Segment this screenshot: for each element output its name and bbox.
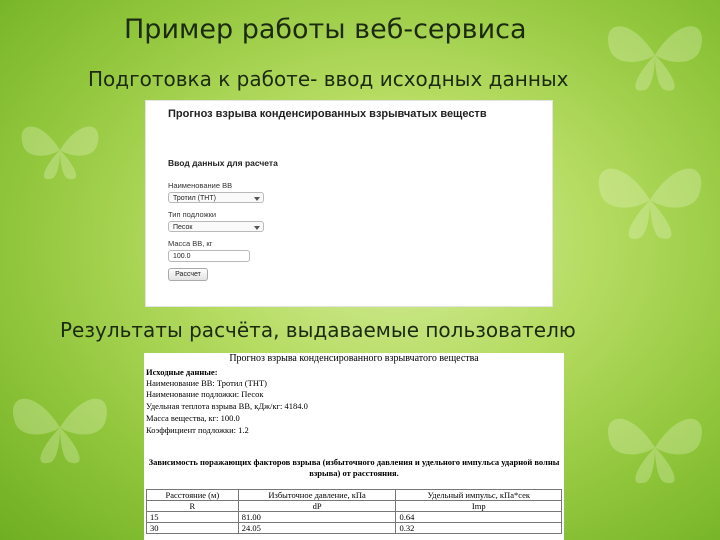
column-header-impulse: Удельный импульс, кПа*сек (396, 490, 562, 501)
table-header-row (147, 490, 562, 501)
table-row (147, 523, 562, 534)
table-cell: 24.05 (238, 523, 396, 534)
table-subheader-row (147, 501, 562, 512)
butterfly-decoration (5, 380, 115, 475)
substrate-select-value: Песок (173, 224, 193, 231)
form-heading: Прогноз взрыва конденсированных взрывчатых веществ (168, 108, 487, 120)
table-cell: 0.64 (396, 512, 562, 523)
substrate-select[interactable] (168, 221, 264, 232)
input-form-screenshot (146, 101, 552, 306)
table-cell: 15 (147, 512, 239, 523)
subtitle-input: Подготовка к работе- ввод исходных данных (88, 67, 569, 91)
result-line-substrate: Наименование подложки: Песок (146, 389, 264, 399)
column-header-pressure: Избыточное давление, кПа (238, 490, 396, 501)
results-screenshot (144, 353, 564, 540)
mass-input[interactable]: 100.0 (168, 250, 250, 262)
column-symbol-distance: R (147, 501, 239, 512)
chevron-down-icon (254, 226, 260, 230)
explosive-select-value: Тротил (ТНТ) (173, 195, 216, 202)
column-header-distance: Расстояние (м) (147, 490, 239, 501)
butterfly-decoration (590, 150, 710, 250)
calculate-button[interactable]: Рассчет (168, 268, 208, 281)
result-line-mass: Масса вещества, кг: 100.0 (146, 413, 240, 423)
result-line-explosive: Наименование ВВ: Тротил (ТНТ) (146, 378, 267, 388)
slide-title: Пример работы веб-сервиса (124, 14, 527, 45)
table-row (147, 512, 562, 523)
butterfly-decoration (600, 400, 710, 495)
butterfly-decoration (600, 10, 710, 100)
result-line-heat: Удельная теплота взрыва ВВ, кДж/кг: 4184.0 (146, 401, 308, 411)
table-cell: 30 (147, 523, 239, 534)
result-line-coefficient: Коэффициент подложки: 1.2 (146, 425, 249, 435)
butterfly-decoration (15, 110, 105, 190)
explosive-select[interactable] (168, 192, 264, 203)
source-data-heading: Исходные данные: (146, 367, 218, 377)
column-symbol-pressure: dP (238, 501, 396, 512)
dependency-caption: Зависимость поражающих факторов взрыва (избыточного давления и удельного импульса ударной волны взрыва) от расстояния. (148, 457, 560, 478)
subtitle-results: Результаты расчёта, выдаваемые пользователю (60, 318, 576, 342)
chevron-down-icon (254, 197, 260, 201)
mass-label: Масса ВВ, кг (168, 239, 213, 248)
table-cell: 0.32 (396, 523, 562, 534)
results-title: Прогноз взрыва конденсированного взрывчатого вещества (229, 353, 479, 364)
substrate-type-label: Тип подложки (168, 210, 217, 219)
table-cell: 81.00 (238, 512, 396, 523)
column-symbol-impulse: Imp (396, 501, 562, 512)
explosive-name-label: Наименование ВВ (168, 181, 233, 190)
form-section-title: Ввод данных для расчета (168, 158, 278, 168)
results-table (146, 489, 562, 534)
